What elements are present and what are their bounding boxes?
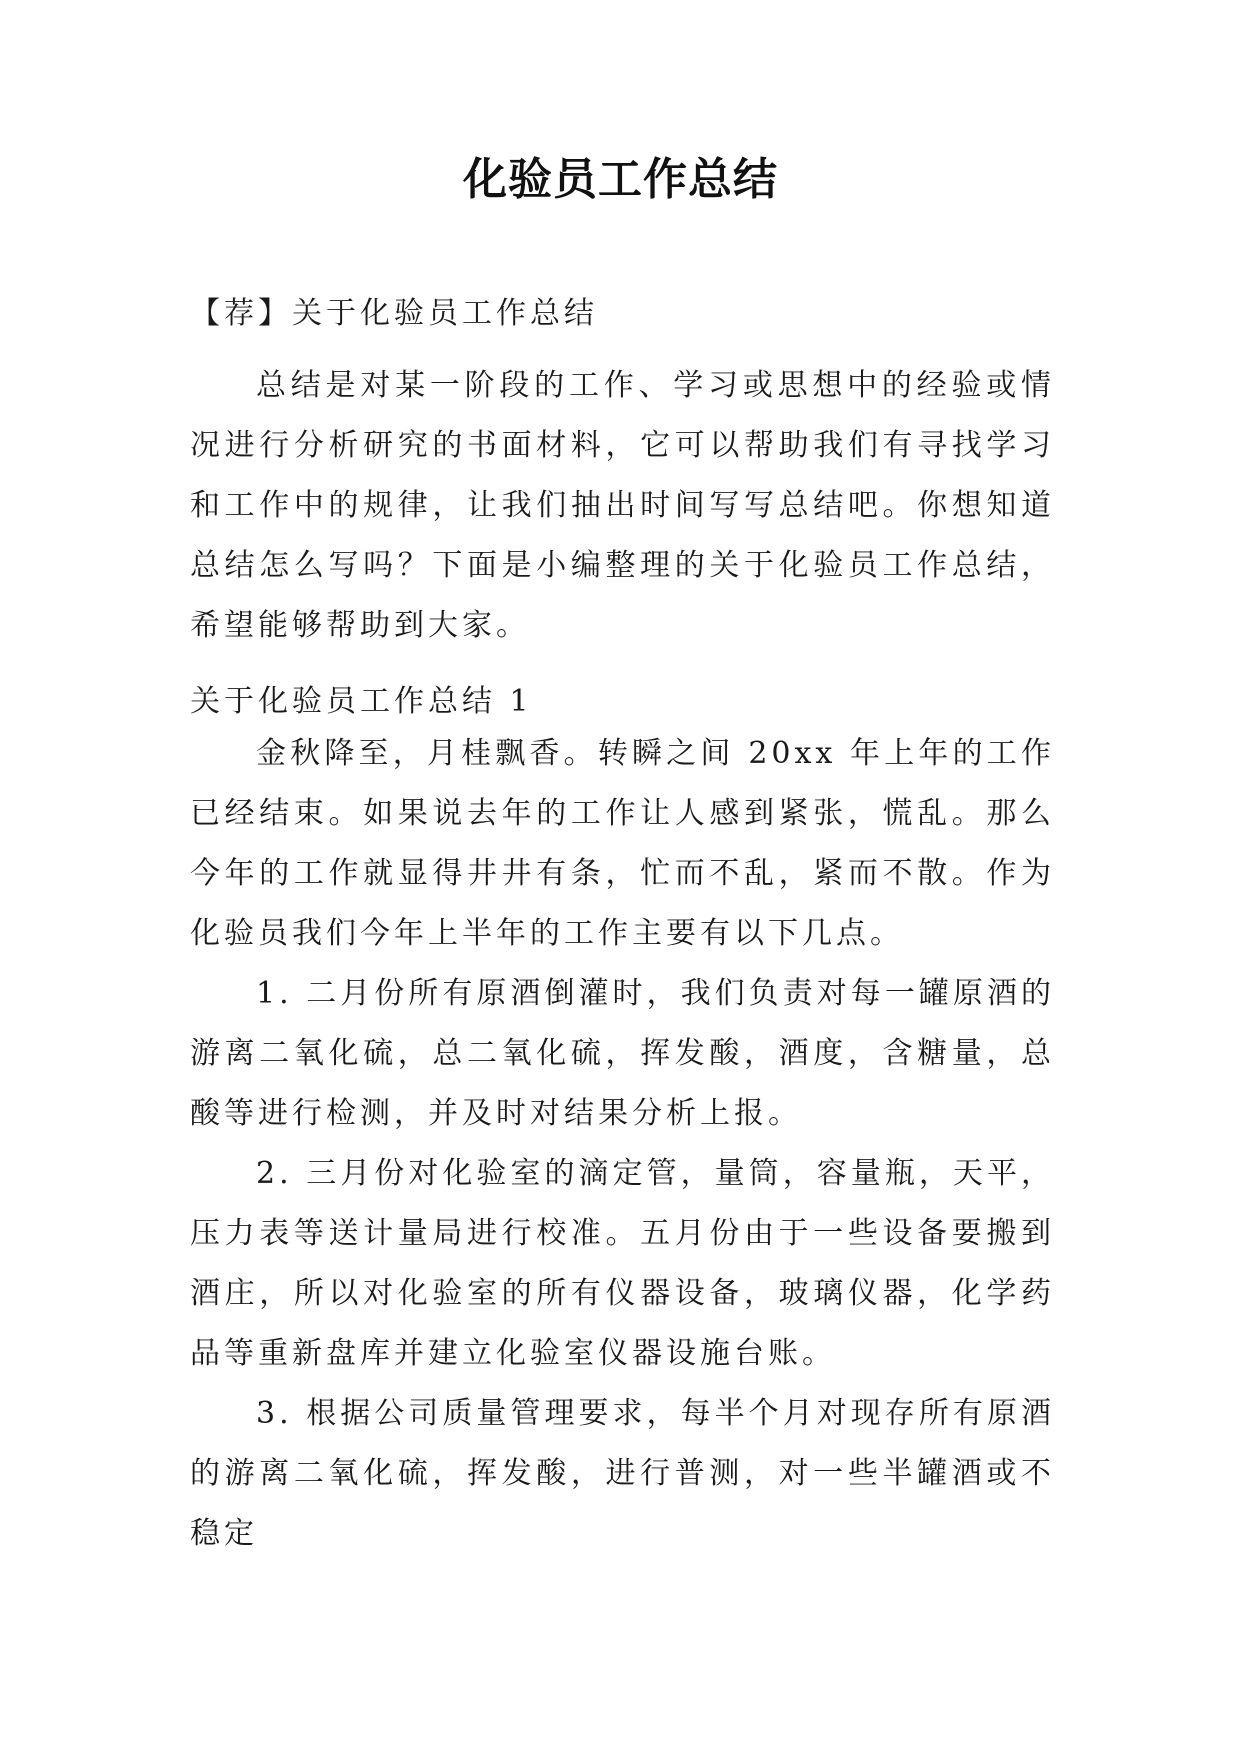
body-paragraph-3: 2. 三月份对化验室的滴定管，量筒，容量瓶，天平，压力表等送计量局进行校准。五月份由于一些设备要搬到酒庄，所以对化验室的所有仪器设备，玻璃仪器，化学药品等重新盘库并建立化验室仪器设施台账。 <box>190 1156 1055 1371</box>
document-subtitle: 【荐】关于化验员工作总结 <box>190 296 598 331</box>
intro-paragraph: 总结是对某一阶段的工作、学习或思想中的经验或情况进行分析研究的书面材料，它可以帮助我们有寻找学习和工作中的规律，让我们抽出时间写写总结吧。你想知道总结怎么写吗？下面是小编整理的关于化验员工作总结，希望能够帮助到大家。 <box>190 368 1055 643</box>
body-paragraph-4: 3. 根据公司质量管理要求，每半个月对现存所有原酒的游离二氧化硫，挥发酸，进行普测，对一些半罐酒或不稳定 <box>190 1396 1055 1551</box>
body-paragraph-2: 1. 二月份所有原酒倒灌时，我们负责对每一罐原酒的游离二氧化硫，总二氧化硫，挥发酸，酒度，含糖量，总酸等进行检测，并及时对结果分析上报。 <box>190 976 1055 1131</box>
document-title: 化验员工作总结 <box>463 154 778 205</box>
body-paragraph-1: 金秋降至，月桂飘香。转瞬之间 20xx 年上年的工作已经结束。如果说去年的工作让人感到紧张，慌乱。那么今年的工作就显得井井有条，忙而不乱，紧而不散。作为化验员我们今年上半年的工作主要有以下几点。 <box>190 736 1055 951</box>
section-heading: 关于化验员工作总结 1 <box>190 684 533 719</box>
